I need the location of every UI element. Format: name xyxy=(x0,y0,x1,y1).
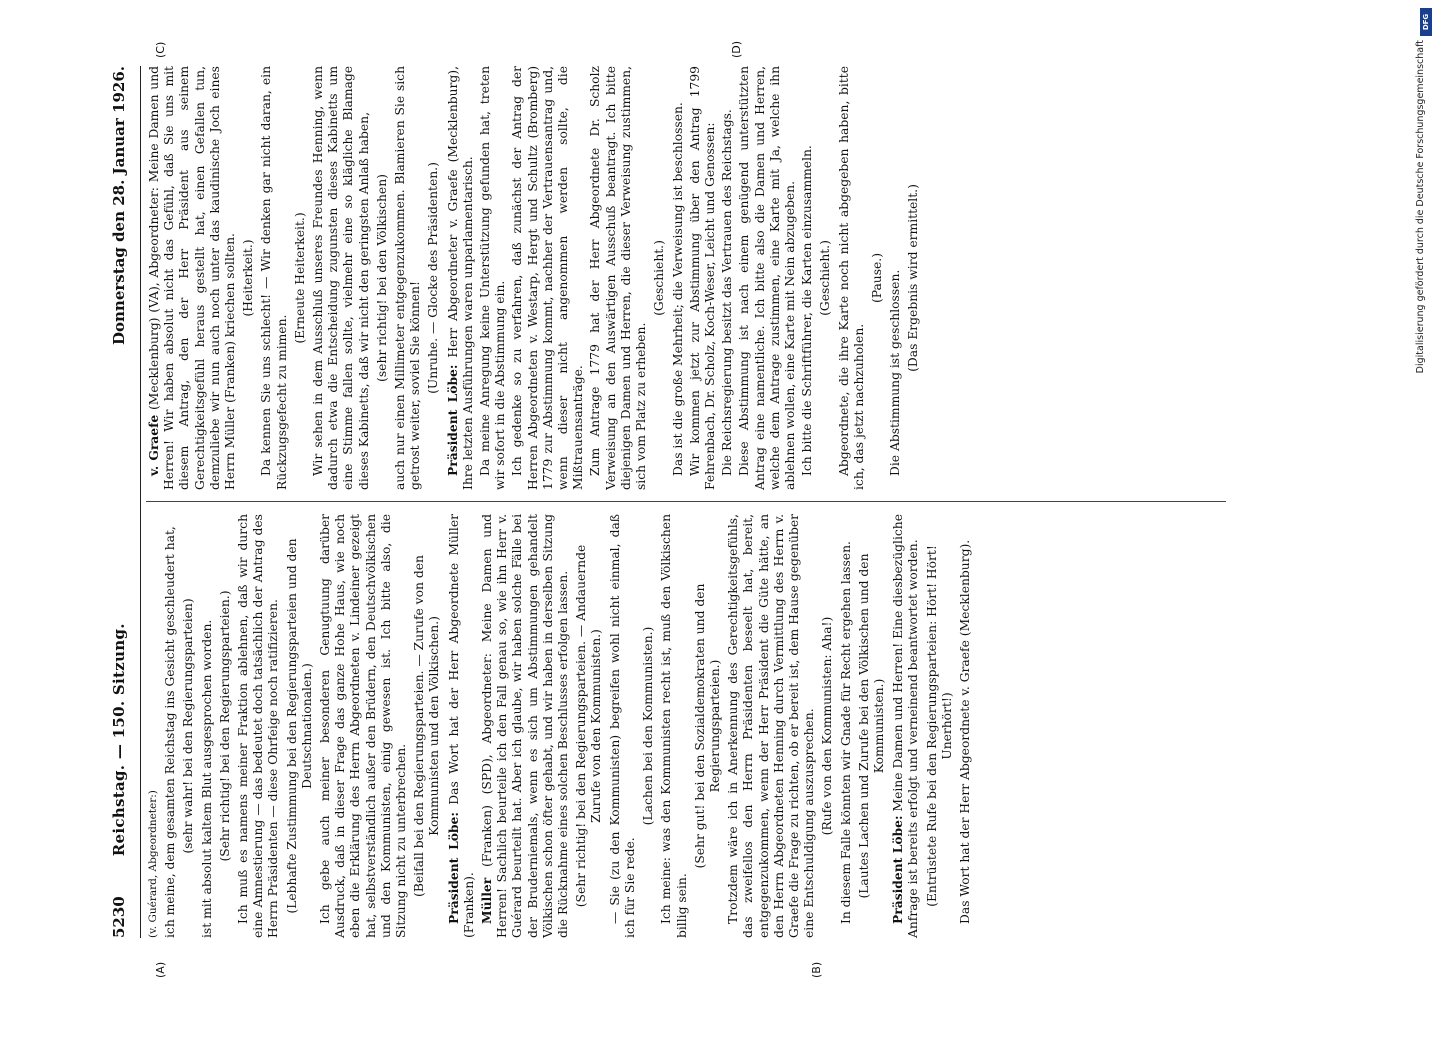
speaker-name: Präsident Löbe: xyxy=(890,815,906,924)
paragraph: Die Abstimmung ist geschlossen. xyxy=(888,269,903,476)
interjection: (Sehr richtig! bei den Regierungsparteien.) xyxy=(217,590,232,862)
paragraph: Ich muß es namens meiner Fraktion ablehnen, daß wir durch eine Amnestierung — das bedeutet doch tatsächlich der Antrag des Herrn Präsidenten — diese Ohrfeige noch ratifizieren. xyxy=(236,514,281,938)
paragraph: Abgeordnete, die ihre Karte noch nicht abgegeben haben, bitte ich, das jetzt nachzuholen. xyxy=(836,66,866,490)
speaker-name: v. Graefe xyxy=(146,414,161,476)
paragraph: Wir kommen jetzt zur Abstimmung über den Antrag 1799 Fehrenbach, Dr. Scholz, Koch-Weser, Leicht und Genossen: xyxy=(687,66,717,490)
interjection: (sehr wahr! bei den Regierungsparteien) xyxy=(181,598,196,854)
interjection: (Sehr gut! bei den Sozialdemokraten und den Regierungsparteien.) xyxy=(692,583,722,869)
header-date: Donnerstag den 28. Januar 1926. xyxy=(110,66,128,345)
speaker-statement xyxy=(479,514,571,938)
paragraph: Ich meine: was den Kommunisten recht ist, muß den Völkischen billig sein. xyxy=(659,514,689,938)
paragraph: ist mit absolut kaltem Blut ausgesprochen worden. xyxy=(199,619,214,938)
statement-text: Herr Abgeordneter v. Graefe (Mecklenburg), Ihre letzten Ausführungen waren unparlamentarisch. xyxy=(445,66,475,490)
interjection: (Lautes Lachen und Zurufe bei den Völkischen und den Kommunisten.) xyxy=(856,553,886,899)
paragraph: — Sie (zu den Kommunisten) begreifen wohl nicht einmal, daß ich für Sie rede. xyxy=(607,514,637,938)
speaker-statement xyxy=(146,66,238,490)
interjection: (Pause.) xyxy=(869,252,884,304)
paragraph: Trotzdem wäre ich in Anerkennung des Gerechtigkeitsgefühls, das zweifellos den Herrn Präsidenten beseelt hat, bereit, entgegenzukommen, wenn der Herr Präsident die Güte hätte, an den Herrn Abgeordneten Henning durch Vermittlung des Herrn v. Graefe die Frage zu richten, ob er bereit ist, dem Hause gegenüber eine Entschuldigung auszusprechen. xyxy=(726,514,817,938)
president-statement xyxy=(890,514,921,938)
interjection: (Entrüstete Rufe bei den Regierungsparteien: Hört! Hört! Unerhört!) xyxy=(924,545,954,907)
margin-marker-b: (B) xyxy=(810,961,823,978)
page-header xyxy=(110,66,136,938)
paragraph: Diese Abstimmung ist nach einem genügend unterstützten Antrag eine namentliche. Ich bitte also die Damen und Herren, welche dem Antrage zustimmen, eine Karte mit Ja, welche ihn ablehnen wollen, eine Karte mit Nein abzugeben. xyxy=(737,66,797,490)
margin-marker-c: (C) xyxy=(154,41,167,58)
interjection: (Lachen bei den Kommunisten.) xyxy=(641,626,656,826)
paragraph: Wir sehen in dem Ausschluß unseres Freundes Henning, wenn dadurch etwa die Entscheidung zugunsten dieses Kabinetts um eine Stimme fallen sollte, vielmehr eine so klägliche Blamage dieses Kabinetts, daß wir nicht den geringsten Anlaß haben, xyxy=(311,66,371,490)
interjection: (Heiterkeit.) xyxy=(241,239,256,317)
interjection: (Geschieht.) xyxy=(818,240,833,316)
paragraph: Ich gedenke so zu verfahren, daß zunächst der Antrag der Herren Abgeordneten v. Westarp, Hergt und Schultz (Bromberg) 1779 zur Abstimmung kommt, nachher der Vertrauensantrag und, wenn dieser nicht angenommen werden sollte, die Mißtrauensanträge. xyxy=(510,66,586,490)
interjection: (Rufe von den Kommunisten: Aha!) xyxy=(820,616,835,836)
right-column xyxy=(146,66,925,490)
interjection: (Unruhe. — Glocke des Präsidenten.) xyxy=(426,162,441,394)
header-session: Reichstag. — 150. Sitzung. xyxy=(110,623,128,857)
paragraph: Ich bitte die Schriftführer, die Karten einzusammeln. xyxy=(800,145,815,476)
speaker-name: Präsident Löbe: xyxy=(445,812,461,924)
digitization-credit: Digitalisierung gefördert durch die Deutsche Forschungsgemeinschaft xyxy=(1415,40,1426,374)
dfg-logo: DFG xyxy=(1420,8,1432,36)
interjection: (Lebhafte Zustimmung bei den Regierungsparteien und den Deutschnationalen.) xyxy=(284,538,314,914)
left-column xyxy=(146,514,975,938)
speaker-continuation: (v. Guérard, Abgeordneter:) xyxy=(147,790,159,938)
margin-marker-d: (D) xyxy=(730,40,743,58)
president-statement xyxy=(445,66,476,490)
paragraph: Das Wort hat der Herr Abgeordnete v. Graefe (Mecklenburg). xyxy=(957,539,972,924)
statement-text: (Mecklenburg) (VA), Abgeordneter: Meine Damen und Herren! Wir haben absolut nicht das Gefühl, daß Sie uns mit diesem Antrag, den der Herr Präsident aus seinem Gerechtigkeitsgefühl heraus gestellt hat, einen Gefallen tun, demzuliebe wir nun auch noch unter das kaudinische Joch eines Herrn Müller (Franken) kriechen sollten. xyxy=(147,66,238,490)
paragraph: Das ist die große Mehrheit; die Verweisung ist beschlossen. xyxy=(670,102,685,476)
president-statement xyxy=(446,514,477,938)
speaker-name: Präsident Löbe: xyxy=(444,364,460,476)
speaker-name: Müller xyxy=(479,877,495,924)
interjection: (sehr richtig! bei den Völkischen) xyxy=(374,174,389,382)
interjection: (Erneute Heiterkeit.) xyxy=(292,212,307,344)
interjection: (Beifall bei den Regierungsparteien. — Zurufe von den Kommunisten und den Völkischen.) xyxy=(412,555,442,897)
page-content xyxy=(110,40,1370,978)
column-divider xyxy=(146,501,1226,502)
paragraph: Da meine Anregung keine Unterstützung gefunden hat, treten wir sofort in die Abstimmung ein. xyxy=(478,66,508,490)
statement-text: Das Wort hat der Herr Abgeordnete Müller (Franken). xyxy=(446,513,476,938)
margin-marker-a: (A) xyxy=(154,961,167,978)
paragraph: Die Reichsregierung besitzt das Vertrauen des Reichstags. xyxy=(720,109,735,476)
paragraph: Ich gebe auch meiner besonderen Genugtuung darüber Ausdruck, daß in dieser Frage das ganze Hohe Haus, wie noch eben die Erklärung des Herrn Abgeordneten v. Lindeiner gezeigt hat, selbstverständlich außer den Brüdern, den Deutschvölkischen und den Kommunisten, einig gewesen ist. Ich bitte also, die Sitzung nicht zu unterbrechen. xyxy=(318,514,409,938)
paragraph: ich meine, dem gesamten Reichstag ins Gesicht geschleudert hat, xyxy=(163,526,178,938)
paragraph: Da kennen Sie uns schlecht! — Wir denken gar nicht daran, ein Rückzugsgefecht zu mimen. xyxy=(259,66,289,490)
interjection: (Das Ergebnis wird ermittelt.) xyxy=(906,184,921,372)
interjection: (Geschieht.) xyxy=(652,240,667,316)
paragraph: Zum Antrage 1779 hat der Herr Abgeordnete Dr. Scholz Verweisung an den Auswärtigen Ausschuß beantragt. Ich bitte diejenigen Damen und Herren, die dieser Verweisung zustimmen, sich vom Platz zu erheben. xyxy=(588,66,649,490)
paragraph: auch nur einen Millimeter entgegenzukommen. Blamieren Sie sich getrost weiter, soviel Sie können! xyxy=(393,66,423,490)
paragraph: In diesem Falle könnten wir Gnade für Recht ergehen lassen. xyxy=(838,541,853,924)
header-rule xyxy=(140,66,141,938)
interjection: (Sehr richtig! bei den Regierungsparteien. — Andauernde Zurufe von den Kommunisten.) xyxy=(574,544,604,908)
statement-text: (Franken) (SPD), Abgeordneter: Meine Damen und Herren! Sachlich beurteile ich den Fall genau so, wie ihn Herr v. Guérard beurteilt hat. Aber ich glaube, wir haben solche Fälle bei der Bruderniemals, wenn es sich um Abstimmungen gehandelt Völkischen schon öfter gehabt, und wir haben in derselben Sitzung die Rücknahme eines solchen Beschlusses erfolgen lassen. xyxy=(480,514,571,938)
statement-text: Meine Damen und Herren! Eine diesbezügliche Anfrage ist bereits erfolgt und verneinend beantwortet worden. xyxy=(891,514,921,938)
page-number: 5230 xyxy=(110,896,128,938)
